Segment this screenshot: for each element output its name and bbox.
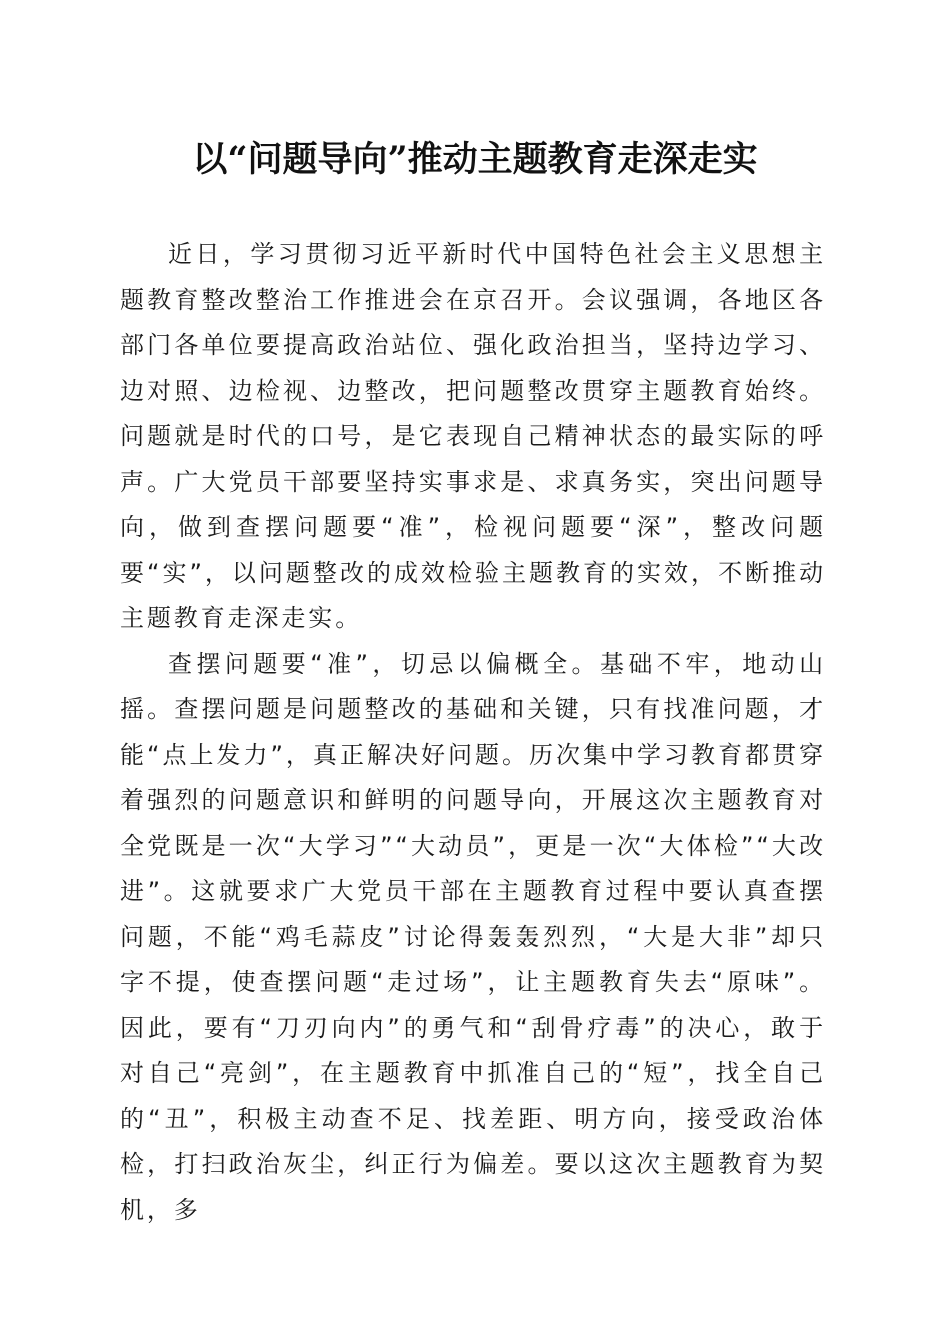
paragraph-2: 查摆问题要“准”，切忌以偏概全。基础不牢，地动山摇。查摆问题是问题整改的基础和关键，只有找准问题，才能“点上发力”，真正解决好问题。历次集中学习教育都贯穿着强烈的问题意识和鲜明的问题导向，开展这次主题教育对全党既是一次“大学习”“大动员”，更是一次“大体检”“大改进”。这就要求广大党员干部在主题教育过程中要认真查摆问题，不能“鸡毛蒜皮”讨论得轰轰烈烈，“大是大非”却只字不提，使查摆问题“走过场”，让主题教育失去“原味”。因此，要有“刀刃向内”的勇气和“刮骨疗毒”的决心，敢于对自己“亮剑”，在主题教育中抓准自己的“短”，找全自己的“丑”，积极主动查不足、找差距、明方向，接受政治体检，打扫政治灰尘，纠正行为偏差。要以这次主题教育为契机，多 — [120, 649, 826, 1224]
document-body — [120, 232, 826, 1233]
document-title: 以“问题导向”推动主题教育走深走实 — [192, 139, 758, 180]
paragraph-1: 近日，学习贯彻习近平新时代中国特色社会主义思想主题教育整改整治工作推进会在京召开。会议强调，各地区各部门各单位要提高政治站位、强化政治担当，坚持边学习、边对照、边检视、边整改，把问题整改贯穿主题教育始终。问题就是时代的口号，是它表现自己精神状态的最实际的呼声。广大党员干部要坚持实事求是、求真务实，突出问题导向，做到查摆问题要“准”，检视问题要“深”，整改问题要“实”，以问题整改的成效检验主题教育的实效，不断推动主题教育走深走实。 — [120, 240, 826, 632]
